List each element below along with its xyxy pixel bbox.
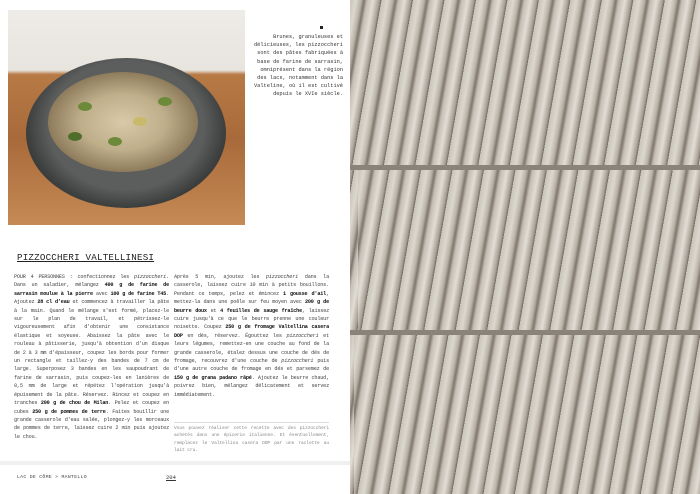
ingredient-text: 250 g de pommes de terre	[32, 408, 106, 415]
dish-photo	[8, 10, 245, 225]
photo-caption: Brunes, granuleuses et délicieuses, les pizzoccheri sont des pâtes fabriquées à base de farine de sarrasin, omniprésent dans la région des lacs, notamment dans la Valteline, où il est cultivé depuis le XVIe siècle.	[253, 34, 343, 98]
ingredient-text: 1 gousse d'ail	[282, 290, 327, 297]
ingredient-text: 100 g de farine T45	[110, 290, 167, 297]
pasta-row	[350, 170, 700, 330]
ingredient-text: 250 g de fromage Valtellina casera DOP	[174, 324, 329, 339]
pasta-photo	[350, 0, 700, 494]
pasta-row	[350, 0, 700, 165]
ingredient-text: 200 g de chou de Milan	[40, 400, 109, 407]
recipe-text: . Dans un saladier, mélangez	[14, 274, 169, 289]
recipe-text: . Ajoutez	[14, 290, 169, 306]
pasta-row	[350, 335, 700, 494]
recipe-text: et leurs légumes, remettez-en une couche au fond de la grande casserole, étalez dessus une couche de dés de fromage, recouvrez d'une couche de	[174, 332, 329, 365]
recipe-text: pizzoccheri	[281, 358, 314, 365]
recipe-text: pizzoccheri	[134, 274, 167, 280]
ingredient-text: 200 g de beurre doux	[174, 299, 329, 314]
ingredient-text: 150 g de grana padano râpé	[174, 374, 252, 381]
recipe-text: POUR 4 PERSONNES : confectionnez les	[14, 274, 135, 280]
recipe-text: . Pelez et coupez en cubes	[14, 400, 170, 415]
recipe-text: pizzoccheri	[265, 274, 299, 280]
recipe-text: dans la casserole, laissez cuire 10 min à petits bouillons. Pendant ce temps, pelez et émincez	[174, 274, 329, 297]
ingredient-text: 28 cl d'eau	[37, 299, 70, 306]
recipe-text: , laissez cuire jusqu'à ce que le beurre prenne une couleur noisette. Coupez	[174, 307, 330, 331]
recipe-text: Après 5 min, ajoutez les	[174, 274, 266, 280]
recipe-text: en dés, réservez. Égouttez les	[182, 332, 287, 339]
recipe-text: , mettez-la dans une poêle sur feu moyen avec	[174, 290, 329, 306]
footer-divider	[0, 461, 350, 465]
recipe-column-1	[14, 273, 169, 441]
recipe-text: puis d'une autre couche de fromage en dés et parsemez de	[174, 358, 329, 373]
recipe-text: pizzoccheri	[286, 332, 319, 339]
page-number: 204	[166, 474, 176, 481]
bullet-icon	[320, 26, 323, 29]
ingredient-text: 4 feuilles de sauge fraîche	[220, 307, 302, 314]
recipe-text: avec	[92, 290, 111, 297]
recipe-text: . Faites bouillir une grande casserole d'eau salée, plongez-y les morceaux de pommes de terre, laissez cuire 2 min puis ajoutez le chou.	[14, 408, 169, 440]
pasta-dish	[48, 72, 198, 172]
recipe-column-2	[174, 273, 329, 399]
ingredient-text: 400 g de farine de sarrasin moulue à la pierre	[14, 282, 169, 297]
recipe-text: et	[206, 307, 221, 314]
recipe-title: PIZZOCCHERI VALTELLINESI	[17, 252, 155, 263]
recipe-text: et commencez à travailler la pâte à la main. Quand le mélange s'est formé, placez-le sur le plan de travail, et pétrissez-le vigoureusement afin d'obtenir une consistance élastique et soyeuse. Abaissez la pâte avec le rouleau à pâtisserie, jusqu'à obtention d'un disque de 2 à 3 mm d'épaisseur, coupez les bords pour former un rectangle et taillez-y des bandes de 7 cm de large. Superposez 3 bandes en les saupoudrant de farine de sarrasin, puis coupez-les en lanières de 0,5 mm de large et répétez l'opération jusqu'à épuisement de la pâte. Réservez. Rincez et coupez en tranches	[14, 299, 170, 407]
recipe-text: . Ajoutez le beurre chaud, poivrez bien, mélangez délicatement et servez immédiatement.	[174, 374, 329, 398]
recipe-note: Vous pouvez réaliser cette recette avec des pizzoccheri achetés dans une épicerie italienne. Et éventuellement, remplacez le Valtellina casera DOP par une raclette au lait cru.	[174, 422, 329, 455]
section-breadcrumb: LAC DE CÔME > MANTELLO	[17, 475, 87, 480]
